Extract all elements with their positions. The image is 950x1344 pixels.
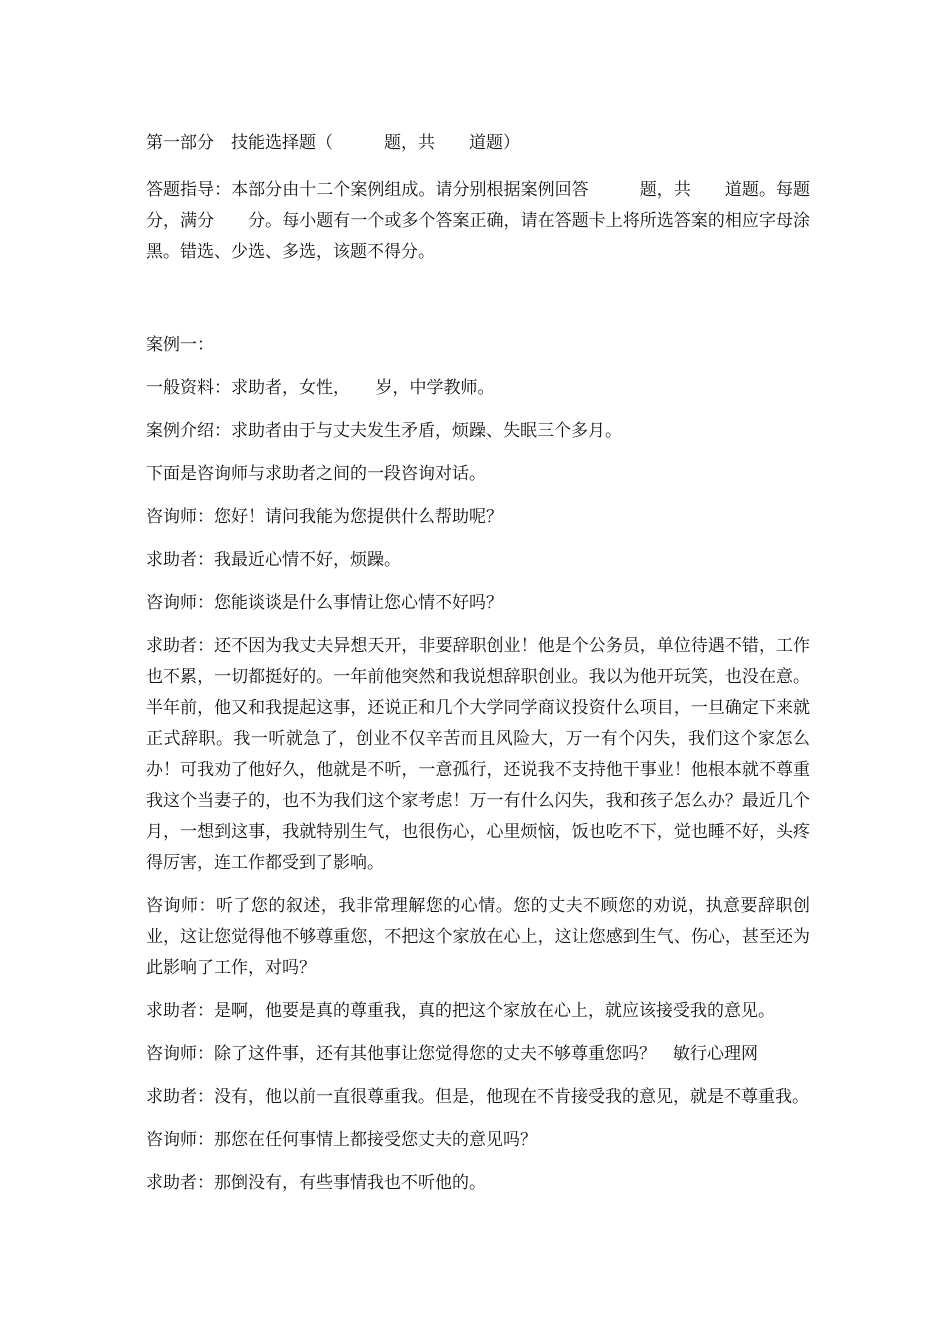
document-page — [146, 128, 827, 1211]
dialogue-line: 咨询师：您能谈谈是什么事情让您心情不好吗？ — [146, 593, 503, 613]
case-title: 案例一： — [146, 335, 214, 355]
general-info: 一般资料：求助者，女性， 岁，中学教师。 — [146, 378, 495, 398]
dialogue-line: 求助者：那倒没有，有些事情我也不听他的。 — [146, 1173, 486, 1193]
section-heading: 第一部分 技能选择题（ 题，共 道题） — [146, 133, 520, 153]
dialogue-line: 求助者：没有，他以前一直很尊重我。但是，他现在不肯接受我的意见，就是不尊重我。 — [146, 1087, 809, 1107]
dialogue-line: 咨询师：除了这件事，还有其他事让您觉得您的丈夫不够尊重您吗？ 敏行心理网 — [146, 1044, 758, 1064]
dialogue-line: 咨询师：您好！请问我能为您提供什么帮助呢？ — [146, 507, 503, 527]
case-introduction: 案例介绍：求助者由于与丈夫发生矛盾，烦躁、失眠三个多月。 — [146, 421, 622, 441]
dialogue-line: 求助者：我最近心情不好，烦躁。 — [146, 550, 401, 570]
dialogue-line: 求助者：还不因为我丈夫异想天开，非要辞职创业！他是个公务员，单位待遇不错，工作也不累，一切都挺好的。一年前他突然和我说想辞职创业。我以为他开玩笑，也没在意。半年前，他又和我提起这事，还说正和几个大学同学商议投资什么项目，一旦确定下来就正式辞职。我一听就急了，创业不仅辛苦而且风险大，万一有个闪失，我们这个家怎么办！可我劝了他好久，他就是不听，一意孤行，还说我不支持他干事业！他根本就不尊重我这个当妻子的，也不为我们这个家考虑！万一有什么闪失，我和孩子怎么办？最近几个月，一想到这事，我就特别生气，也很伤心，心里烦恼，饭也吃不下，觉也睡不好，头疼得厉害，连工作都受到了影响。 — [146, 636, 810, 873]
answer-instructions: 答题指导：本部分由十二个案例组成。请分别根据案例回答 题，共 道题。每题 分，满分 分。每小题有一个或多个答案正确，请在答题卡上将所选答案的相应字母涂黑。错选、少选、多选，该题不得分。 — [146, 180, 827, 262]
dialogue-line: 咨询师：听了您的叙述，我非常理解您的心情。您的丈夫不顾您的劝说，执意要辞职创业，这让您觉得他不够尊重您，不把这个家放在心上，这让您感到生气、伤心，甚至还为此影响了工作，对吗？ — [146, 896, 810, 978]
dialogue-line: 咨询师：那您在任何事情上都接受您丈夫的意见吗？ — [146, 1130, 537, 1150]
dialogue-intro: 下面是咨询师与求助者之间的一段咨询对话。 — [146, 464, 486, 484]
dialogue-line: 求助者：是啊，他要是真的尊重我，真的把这个家放在心上，就应该接受我的意见。 — [146, 1001, 775, 1021]
